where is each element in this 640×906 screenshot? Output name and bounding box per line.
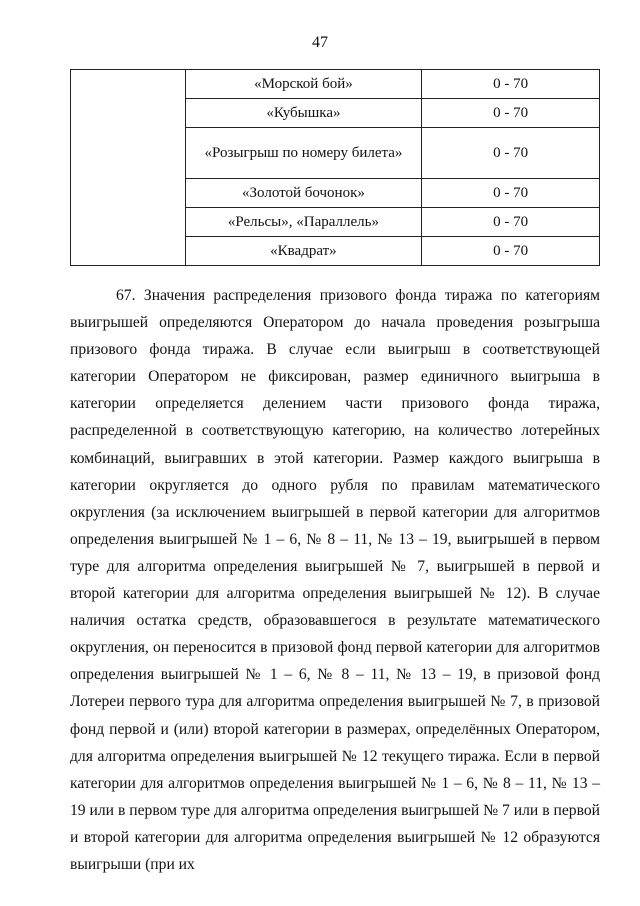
table-row xyxy=(71,70,600,99)
prize-distribution-table xyxy=(70,69,600,266)
game-name-cell: «Квадрат» xyxy=(185,237,422,266)
range-cell: 0 - 70 xyxy=(422,99,600,128)
range-cell: 0 - 70 xyxy=(422,208,600,237)
range-cell: 0 - 70 xyxy=(422,237,600,266)
game-name-cell: «Морской бой» xyxy=(185,70,422,99)
game-name-cell: «Розыгрыш по номеру билета» xyxy=(185,128,422,179)
page-number: 47 xyxy=(312,34,328,51)
game-name-cell: «Рельсы», «Параллель» xyxy=(185,208,422,237)
empty-category-cell xyxy=(71,70,186,266)
game-name-cell: «Золотой бочонок» xyxy=(185,179,422,208)
range-cell: 0 - 70 xyxy=(422,179,600,208)
range-cell: 0 - 70 xyxy=(422,128,600,179)
range-cell: 0 - 70 xyxy=(422,70,600,99)
paragraph-67: 67. Значения распределения призового фонда тиража по категориям выигрышей определяются Оператором до начала проведения розыгрыша призового фонда тиража. В случае если выигрыш в соответствующей категории Оператором не фиксирован, размер единичного выигрыша в категории определяется делением части призового фонда тиража, распределенной в соответствующую категорию, на количество лотерейных комбинаций, выигравших в этой категории. Размер каждого выигрыша в категории округляется до одного рубля по правилам математического округления (за исключением выигрышей в первой категории для алгоритмов определения выигрышей № 1 – 6, № 8 – 11, № 13 – 19, выигрышей в первом туре для алгоритма определения выигрышей № 7, выигрышей в первой и второй категории для алгоритма определения выигрышей № 12). В случае наличия остатка средств, образовавшегося в результате математического округления, он переносится в призовой фонд первой категории для алгоритмов определения выигрышей № 1 – 6, № 8 – 11, № 13 – 19, в призовой фонд Лотереи первого тура для алгоритма определения выигрышей № 7, в призовой фонд первой и (или) второй категории в размерах, определённых Оператором, для алгоритма определения выигрышей № 12 текущего тиража. Если в первой категории для алгоритмов определения выигрышей № 1 – 6, № 8 – 11, № 13 – 19 или в первом туре для алгоритма определения выигрышей № 7 или в первой и второй категории для алгоритма определения выигрышей № 12 образуются выигрыши (при их xyxy=(70,287,600,873)
game-name-cell: «Кубышка» xyxy=(185,99,422,128)
